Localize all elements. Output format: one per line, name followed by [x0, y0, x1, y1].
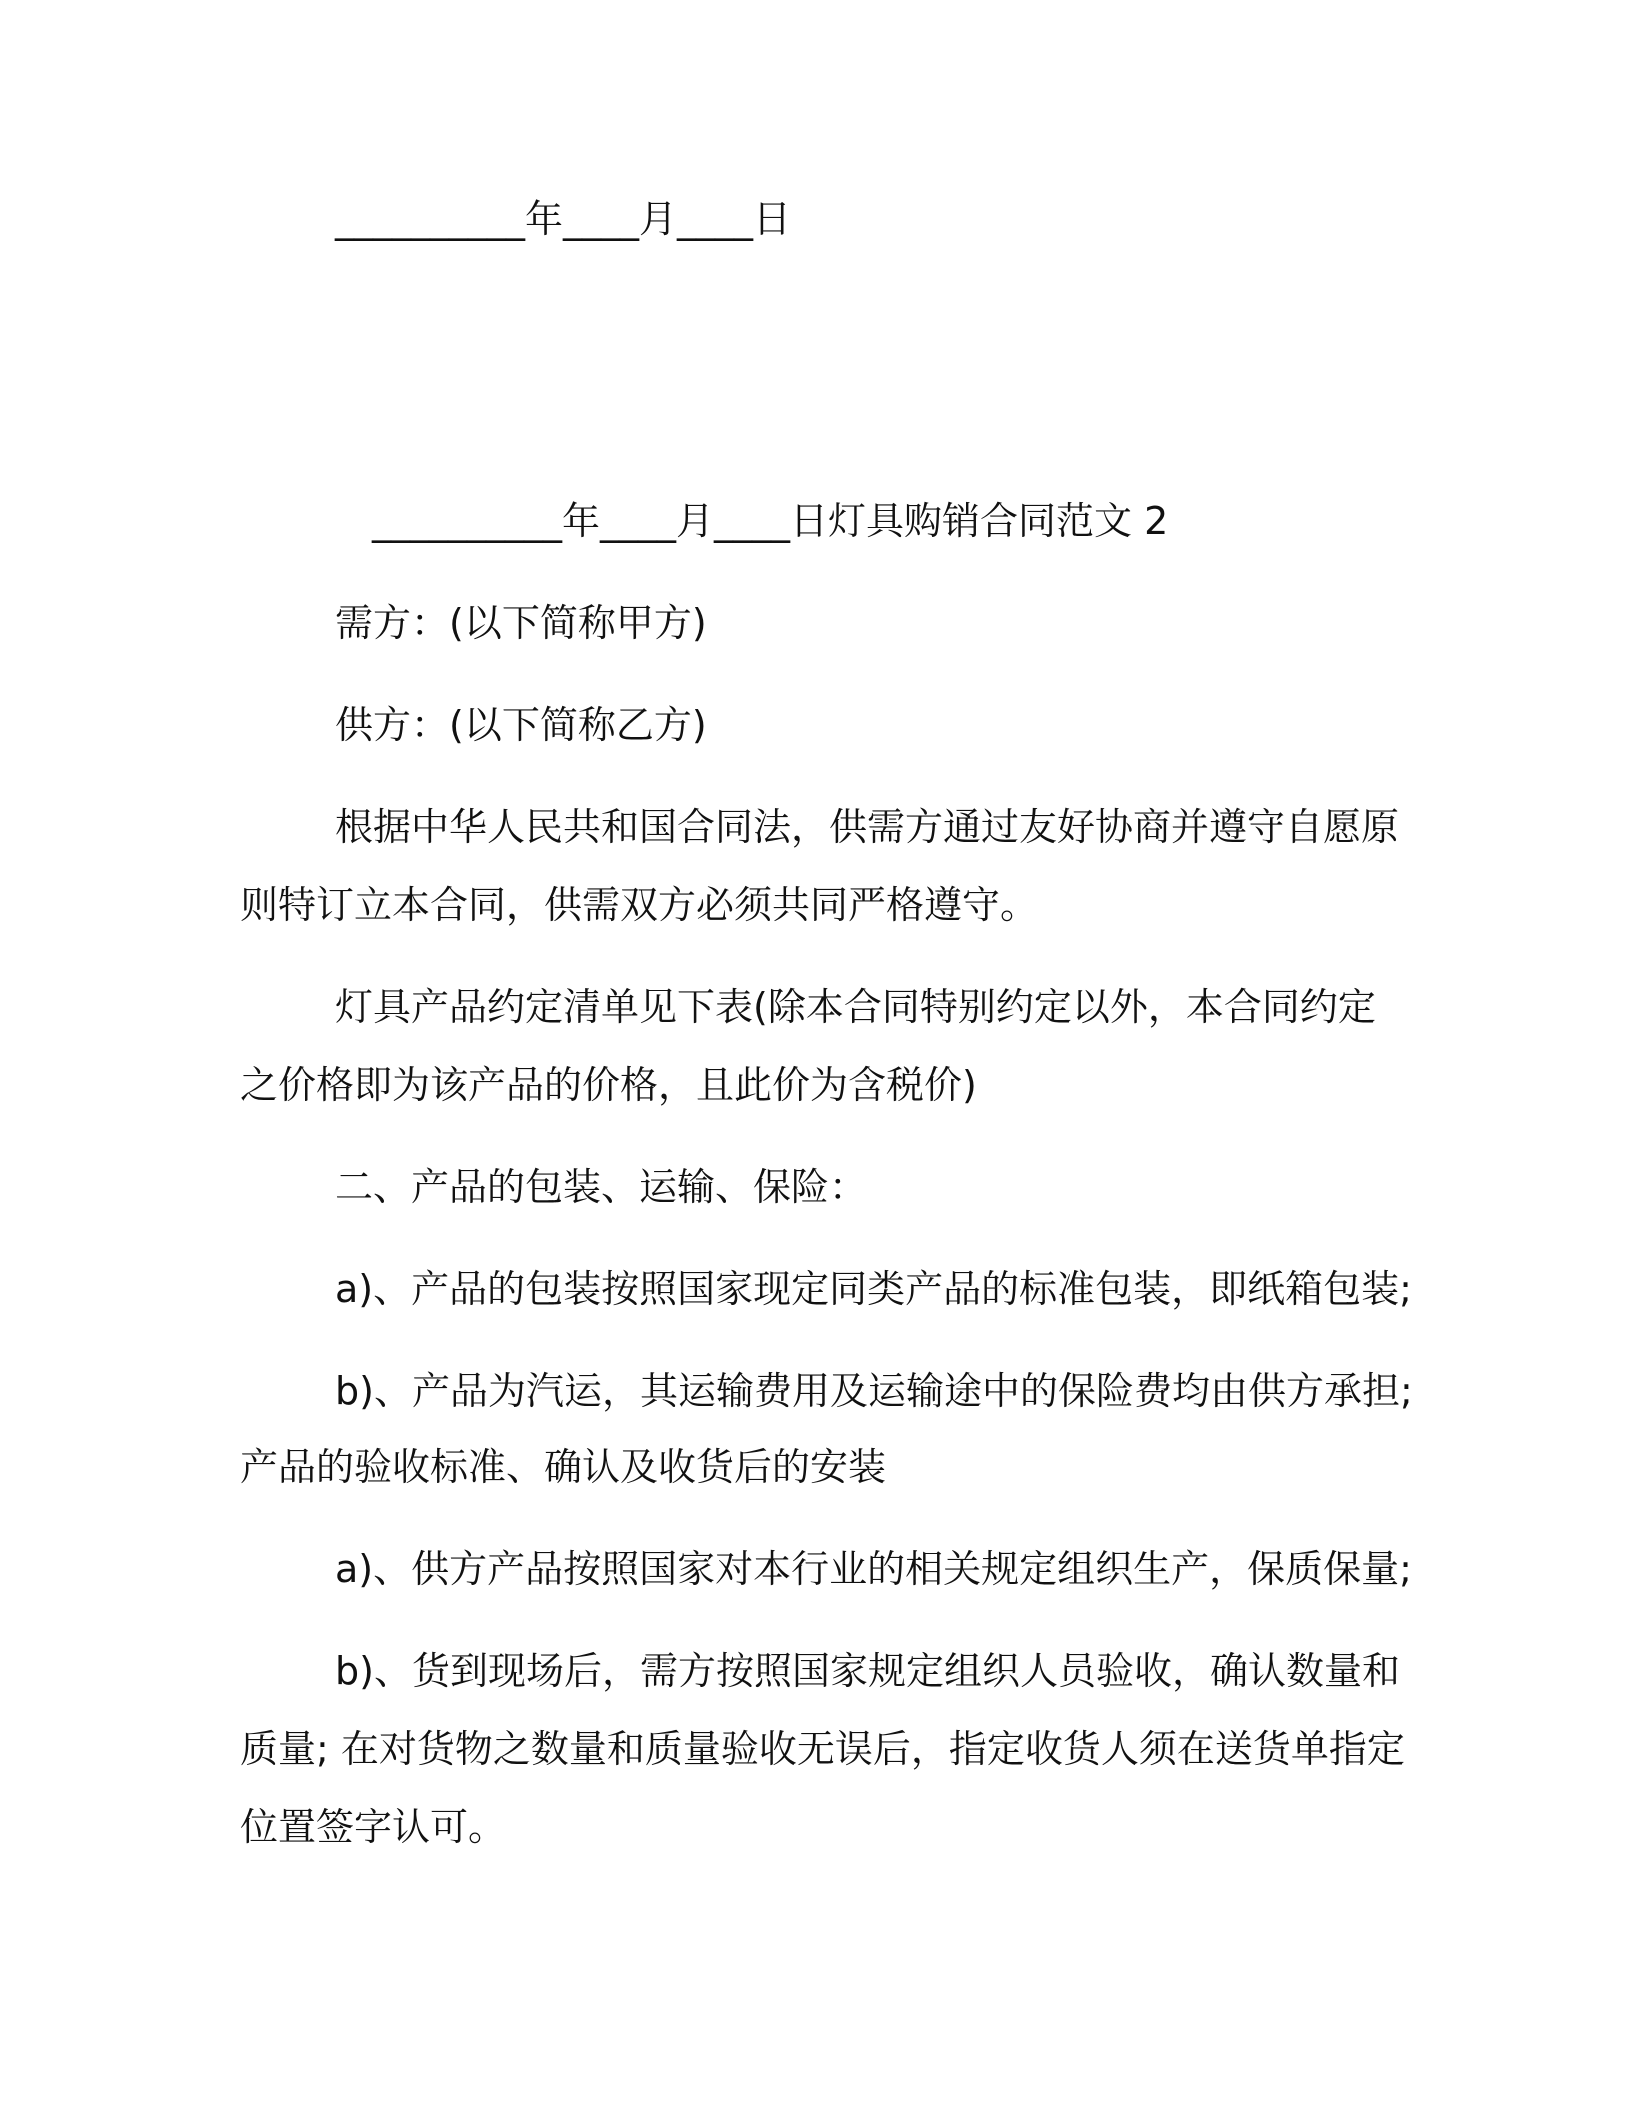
intro-line-2: 则特订立本合同，供需双方必须共同严格遵守。: [240, 883, 1039, 927]
section-3-item-b-line-2: 质量; 在对货物之数量和质量验收无误后，指定收货人须在送货单指定: [240, 1727, 1405, 1771]
contract-title: __________年____月____日灯具购销合同范文 2: [372, 499, 1169, 543]
seller-line: 供方：(以下简称乙方): [335, 703, 707, 747]
product-list-line-2: 之价格即为该产品的价格，且此价为含税价): [240, 1063, 977, 1107]
section-3-item-b-line-1: b)、货到现场后，需方按照国家规定组织人员验收，确认数量和: [335, 1649, 1400, 1693]
intro-line-1: 根据中华人民共和国合同法，供需方通过友好协商并遵守自愿原: [335, 805, 1400, 849]
section-2-item-b-line-2: 产品的验收标准、确认及收货后的安装: [240, 1445, 887, 1489]
section-3-item-b-line-3: 位置签字认可。: [240, 1805, 507, 1849]
section-2-item-b-line-1: b)、产品为汽运，其运输费用及运输途中的保险费均由供方承担;: [335, 1369, 1413, 1413]
section-2-item-a: a)、产品的包装按照国家现定同类产品的标准包装，即纸箱包装;: [335, 1267, 1412, 1311]
section-2-heading: 二、产品的包装、运输、保险：: [335, 1165, 868, 1209]
date-line: __________年____月____日: [335, 197, 792, 241]
section-3-item-a: a)、供方产品按照国家对本行业的相关规定组织生产，保质保量;: [335, 1547, 1412, 1591]
buyer-line: 需方：(以下简称甲方): [335, 601, 707, 645]
product-list-line-1: 灯具产品约定清单见下表(除本合同特别约定以外，本合同约定: [335, 985, 1376, 1029]
